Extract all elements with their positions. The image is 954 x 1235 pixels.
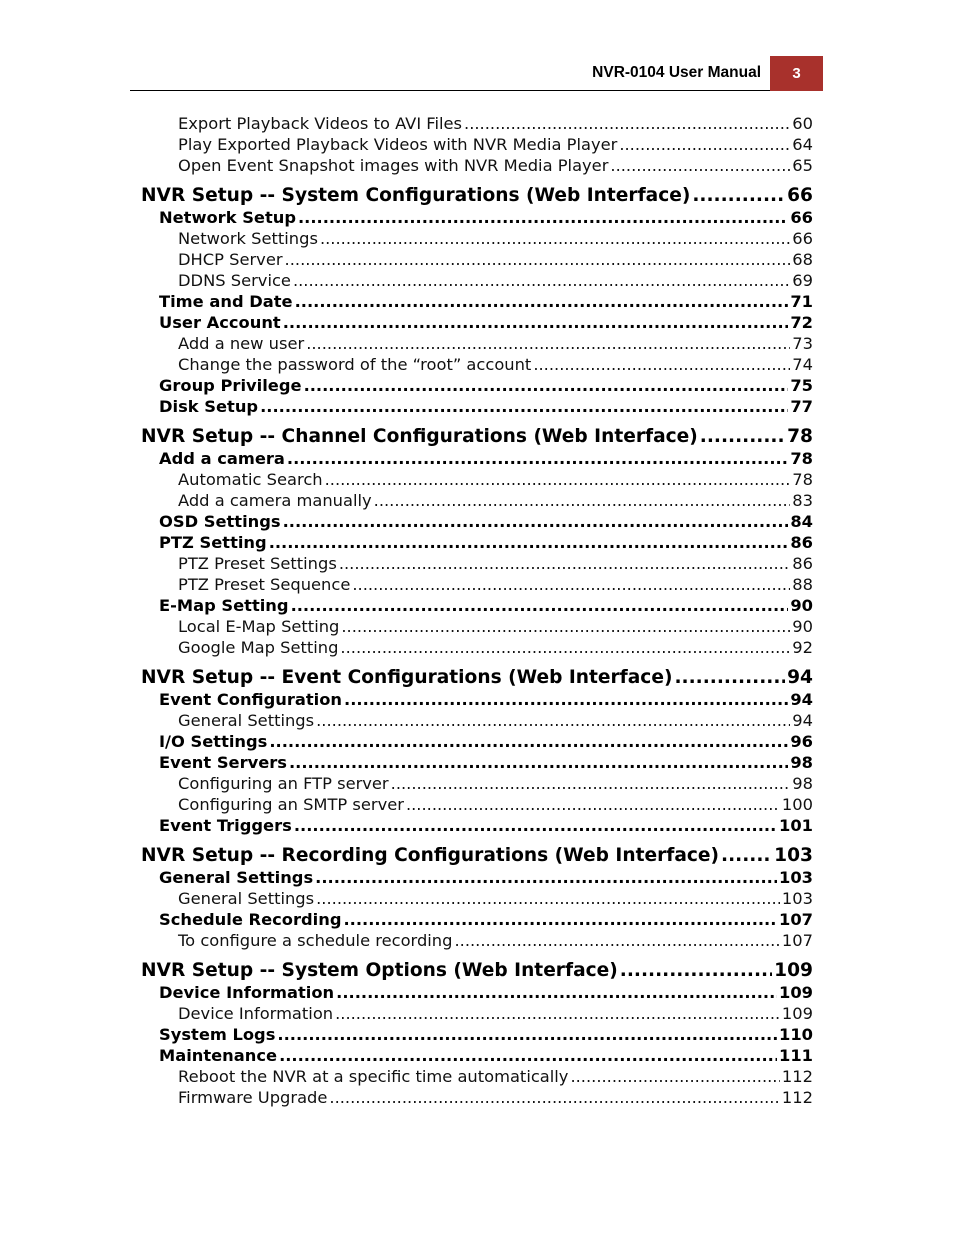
toc-entry-level-1[interactable] bbox=[0, 425, 813, 448]
toc-entry-title: Event Configuration bbox=[159, 690, 343, 709]
toc-entry-page-number: 77 bbox=[790, 397, 813, 416]
toc-entry-title: Add a new user bbox=[178, 334, 305, 353]
toc-dot-leader bbox=[374, 490, 791, 511]
toc-entry-level-2[interactable] bbox=[0, 1024, 813, 1045]
toc-entry-title: Network Settings bbox=[178, 229, 318, 248]
toc-dot-leader bbox=[277, 1024, 777, 1045]
toc-entry-title: DHCP Server bbox=[178, 250, 283, 269]
toc-entry-page-number: 69 bbox=[792, 271, 813, 290]
toc-entry-title: PTZ Preset Sequence bbox=[178, 575, 351, 594]
toc-entry-page-number: 86 bbox=[792, 554, 813, 573]
toc-dot-leader bbox=[304, 375, 789, 396]
toc-dot-leader bbox=[620, 959, 772, 982]
toc-entry-page-number: 111 bbox=[779, 1046, 813, 1065]
toc-entry-title: Export Playback Videos to AVI Files bbox=[178, 114, 463, 133]
toc-entry-level-2[interactable] bbox=[0, 815, 813, 836]
toc-dot-leader bbox=[260, 396, 788, 417]
toc-entry-title: Configuring an SMTP server bbox=[178, 795, 404, 814]
toc-entry-level-3[interactable] bbox=[0, 1087, 813, 1108]
toc-entry-level-3[interactable] bbox=[0, 113, 813, 134]
toc-dot-leader bbox=[619, 134, 790, 155]
toc-entry-page-number: 109 bbox=[781, 1004, 813, 1023]
toc-entry-page-number: 96 bbox=[790, 732, 813, 751]
toc-dot-leader bbox=[406, 794, 780, 815]
toc-entry-page-number: 107 bbox=[779, 910, 813, 929]
toc-dot-leader bbox=[291, 595, 789, 616]
toc-entry-level-3[interactable] bbox=[0, 794, 813, 815]
toc-dot-leader bbox=[344, 689, 788, 710]
toc-dot-leader bbox=[352, 574, 790, 595]
toc-entry-level-3[interactable] bbox=[0, 1003, 813, 1024]
toc-entry-page-number: 103 bbox=[779, 868, 813, 887]
toc-entry-level-2[interactable] bbox=[0, 982, 813, 1003]
toc-entry-page-number: 112 bbox=[781, 1067, 813, 1086]
toc-entry-level-3[interactable] bbox=[0, 553, 813, 574]
toc-dot-leader bbox=[316, 888, 780, 909]
toc-dot-leader bbox=[269, 532, 789, 553]
toc-entry-title: Change the password of the “root” account bbox=[178, 355, 532, 374]
toc-entry-level-2[interactable] bbox=[0, 448, 813, 469]
toc-entry-page-number: 86 bbox=[790, 533, 813, 552]
toc-dot-leader bbox=[283, 511, 789, 532]
toc-entry-page-number: 64 bbox=[792, 135, 813, 154]
toc-entry-page-number: 103 bbox=[781, 889, 813, 908]
toc-entry-level-3[interactable] bbox=[0, 574, 813, 595]
toc-dot-leader bbox=[610, 155, 790, 176]
toc-entry-title: Network Setup bbox=[159, 208, 296, 227]
toc-entry-title: Local E-Map Setting bbox=[178, 617, 340, 636]
toc-entry-level-2[interactable] bbox=[0, 396, 813, 417]
toc-entry-title: Event Triggers bbox=[159, 816, 292, 835]
toc-entry-title: Add a camera manually bbox=[178, 491, 372, 510]
toc-entry-title: I/O Settings bbox=[159, 732, 268, 751]
toc-entry-level-3[interactable] bbox=[0, 249, 813, 270]
toc-entry-title: Disk Setup bbox=[159, 397, 259, 416]
toc-entry-title: Maintenance bbox=[159, 1046, 278, 1065]
toc-dot-leader bbox=[674, 666, 785, 689]
toc-dot-leader bbox=[295, 291, 789, 312]
toc-entry-level-1[interactable] bbox=[0, 844, 813, 867]
toc-entry-page-number: 88 bbox=[792, 575, 813, 594]
toc-dot-leader bbox=[306, 333, 790, 354]
toc-dot-leader bbox=[391, 773, 791, 794]
toc-entry-title: Event Servers bbox=[159, 753, 287, 772]
toc-entry-title: E-Map Setting bbox=[159, 596, 289, 615]
toc-entry-level-3[interactable] bbox=[0, 134, 813, 155]
toc-entry-title: General Settings bbox=[159, 868, 314, 887]
toc-entry-page-number: 94 bbox=[787, 667, 813, 688]
toc-dot-leader bbox=[454, 930, 779, 951]
toc-dot-leader bbox=[341, 616, 790, 637]
toc-entry-title: Open Event Snapshot images with NVR Media Player bbox=[178, 156, 609, 175]
toc-entry-title: Add a camera bbox=[159, 449, 285, 468]
toc-dot-leader bbox=[329, 1087, 780, 1108]
toc-dot-leader bbox=[320, 228, 790, 249]
toc-entry-level-2[interactable] bbox=[0, 291, 813, 312]
toc-entry-title: General Settings bbox=[178, 889, 315, 908]
toc-dot-leader bbox=[316, 710, 790, 731]
toc-dot-leader bbox=[287, 448, 788, 469]
toc-entry-level-3[interactable] bbox=[0, 888, 813, 909]
toc-entry-page-number: 66 bbox=[792, 229, 813, 248]
toc-dot-leader bbox=[293, 270, 790, 291]
toc-entry-page-number: 71 bbox=[790, 292, 813, 311]
toc-entry-page-number: 66 bbox=[787, 185, 813, 206]
toc-dot-leader bbox=[336, 982, 777, 1003]
toc-entry-level-3[interactable] bbox=[0, 490, 813, 511]
toc-entry-title: NVR Setup -- System Configurations (Web Interface) bbox=[141, 185, 691, 206]
toc-dot-leader bbox=[700, 425, 785, 448]
toc-dot-leader bbox=[340, 637, 790, 658]
toc-entry-page-number: 94 bbox=[792, 711, 813, 730]
toc-entry-title: NVR Setup -- Recording Configurations (Web Interface) bbox=[141, 845, 720, 866]
toc-entry-title: Google Map Setting bbox=[178, 638, 339, 657]
toc-entry-title: DDNS Service bbox=[178, 271, 291, 290]
toc-entry-page-number: 94 bbox=[790, 690, 813, 709]
toc-dot-leader bbox=[269, 731, 788, 752]
toc-entry-title: PTZ Setting bbox=[159, 533, 267, 552]
toc-entry-level-3[interactable] bbox=[0, 637, 813, 658]
toc-entry-title: Automatic Search bbox=[178, 470, 323, 489]
toc-entry-title: Reboot the NVR at a specific time automatically bbox=[178, 1067, 569, 1086]
toc-dot-leader bbox=[570, 1066, 779, 1087]
toc-entry-level-1[interactable] bbox=[0, 184, 813, 207]
toc-entry-level-3[interactable] bbox=[0, 155, 813, 176]
toc-entry-page-number: 110 bbox=[779, 1025, 813, 1044]
toc-entry-page-number: 100 bbox=[781, 795, 813, 814]
toc-entry-title: To configure a schedule recording bbox=[178, 931, 453, 950]
toc-entry-title: Group Privilege bbox=[159, 376, 302, 395]
toc-entry-title: Configuring an FTP server bbox=[178, 774, 389, 793]
toc-dot-leader bbox=[294, 815, 777, 836]
page-number-badge: 3 bbox=[770, 56, 823, 91]
toc-entry-level-2[interactable] bbox=[0, 752, 813, 773]
toc-entry-title: Schedule Recording bbox=[159, 910, 342, 929]
header-divider bbox=[130, 90, 770, 91]
toc-entry-page-number: 73 bbox=[792, 334, 813, 353]
toc-entry-level-3[interactable] bbox=[0, 1066, 813, 1087]
table-of-contents bbox=[0, 113, 954, 1108]
toc-entry-level-1[interactable] bbox=[0, 959, 813, 982]
toc-entry-page-number: 92 bbox=[792, 638, 813, 657]
toc-entry-page-number: 74 bbox=[792, 355, 813, 374]
toc-entry-page-number: 101 bbox=[779, 816, 813, 835]
toc-entry-title: System Logs bbox=[159, 1025, 276, 1044]
toc-entry-level-2[interactable] bbox=[0, 532, 813, 553]
toc-entry-page-number: 90 bbox=[792, 617, 813, 636]
toc-entry-title: PTZ Preset Settings bbox=[178, 554, 337, 573]
toc-entry-level-3[interactable] bbox=[0, 773, 813, 794]
toc-entry-page-number: 60 bbox=[792, 114, 813, 133]
toc-entry-title: NVR Setup -- Channel Configurations (Web Interface) bbox=[141, 426, 698, 447]
toc-entry-page-number: 107 bbox=[781, 931, 813, 950]
toc-entry-title: General Settings bbox=[178, 711, 315, 730]
toc-entry-title: OSD Settings bbox=[159, 512, 281, 531]
toc-entry-page-number: 72 bbox=[790, 313, 813, 332]
toc-dot-leader bbox=[289, 752, 788, 773]
toc-entry-page-number: 98 bbox=[790, 753, 813, 772]
toc-dot-leader bbox=[298, 207, 788, 228]
toc-entry-level-2[interactable] bbox=[0, 312, 813, 333]
toc-entry-title: NVR Setup -- Event Configurations (Web Interface) bbox=[141, 667, 673, 688]
toc-dot-leader bbox=[325, 469, 791, 490]
toc-entry-page-number: 83 bbox=[792, 491, 813, 510]
toc-entry-level-2[interactable] bbox=[0, 731, 813, 752]
toc-entry-page-number: 109 bbox=[779, 983, 813, 1002]
toc-dot-leader bbox=[721, 844, 772, 867]
toc-dot-leader bbox=[315, 867, 777, 888]
toc-dot-leader bbox=[283, 312, 789, 333]
toc-entry-level-3[interactable] bbox=[0, 333, 813, 354]
toc-entry-level-2[interactable] bbox=[0, 1045, 813, 1066]
toc-dot-leader bbox=[692, 184, 785, 207]
toc-entry-level-3[interactable] bbox=[0, 270, 813, 291]
toc-entry-level-1[interactable] bbox=[0, 666, 813, 689]
toc-entry-level-2[interactable] bbox=[0, 207, 813, 228]
toc-dot-leader bbox=[335, 1003, 780, 1024]
toc-dot-leader bbox=[343, 909, 777, 930]
toc-entry-title: Device Information bbox=[159, 983, 335, 1002]
toc-dot-leader bbox=[533, 354, 790, 375]
toc-entry-title: Time and Date bbox=[159, 292, 293, 311]
toc-entry-level-2[interactable] bbox=[0, 375, 813, 396]
toc-dot-leader bbox=[464, 113, 790, 134]
toc-entry-page-number: 90 bbox=[790, 596, 813, 615]
toc-entry-level-2[interactable] bbox=[0, 595, 813, 616]
toc-entry-title: Play Exported Playback Videos with NVR Media Player bbox=[178, 135, 618, 154]
toc-dot-leader bbox=[285, 249, 791, 270]
toc-entry-level-3[interactable] bbox=[0, 616, 813, 637]
toc-entry-page-number: 75 bbox=[790, 376, 813, 395]
toc-entry-title: User Account bbox=[159, 313, 281, 332]
toc-entry-page-number: 109 bbox=[774, 960, 813, 981]
toc-entry-level-3[interactable] bbox=[0, 710, 813, 731]
toc-entry-level-3[interactable] bbox=[0, 354, 813, 375]
toc-entry-page-number: 78 bbox=[792, 470, 813, 489]
toc-entry-page-number: 98 bbox=[792, 774, 813, 793]
toc-entry-page-number: 65 bbox=[792, 156, 813, 175]
toc-entry-page-number: 78 bbox=[787, 426, 813, 447]
toc-entry-page-number: 84 bbox=[790, 512, 813, 531]
toc-entry-page-number: 103 bbox=[774, 845, 813, 866]
toc-entry-page-number: 112 bbox=[781, 1088, 813, 1107]
toc-dot-leader bbox=[279, 1045, 777, 1066]
toc-entry-level-2[interactable] bbox=[0, 867, 813, 888]
document-title: NVR-0104 User Manual bbox=[592, 64, 761, 81]
toc-entry-title: NVR Setup -- System Options (Web Interface) bbox=[141, 960, 618, 981]
toc-entry-level-2[interactable] bbox=[0, 909, 813, 930]
toc-entry-title: Device Information bbox=[178, 1004, 334, 1023]
toc-entry-page-number: 68 bbox=[792, 250, 813, 269]
toc-entry-level-3[interactable] bbox=[0, 469, 813, 490]
toc-entry-level-2[interactable] bbox=[0, 511, 813, 532]
toc-dot-leader bbox=[339, 553, 790, 574]
toc-entry-title: Firmware Upgrade bbox=[178, 1088, 328, 1107]
toc-entry-page-number: 78 bbox=[790, 449, 813, 468]
toc-entry-level-3[interactable] bbox=[0, 228, 813, 249]
toc-entry-level-3[interactable] bbox=[0, 930, 813, 951]
toc-entry-page-number: 66 bbox=[790, 208, 813, 227]
toc-entry-level-2[interactable] bbox=[0, 689, 813, 710]
